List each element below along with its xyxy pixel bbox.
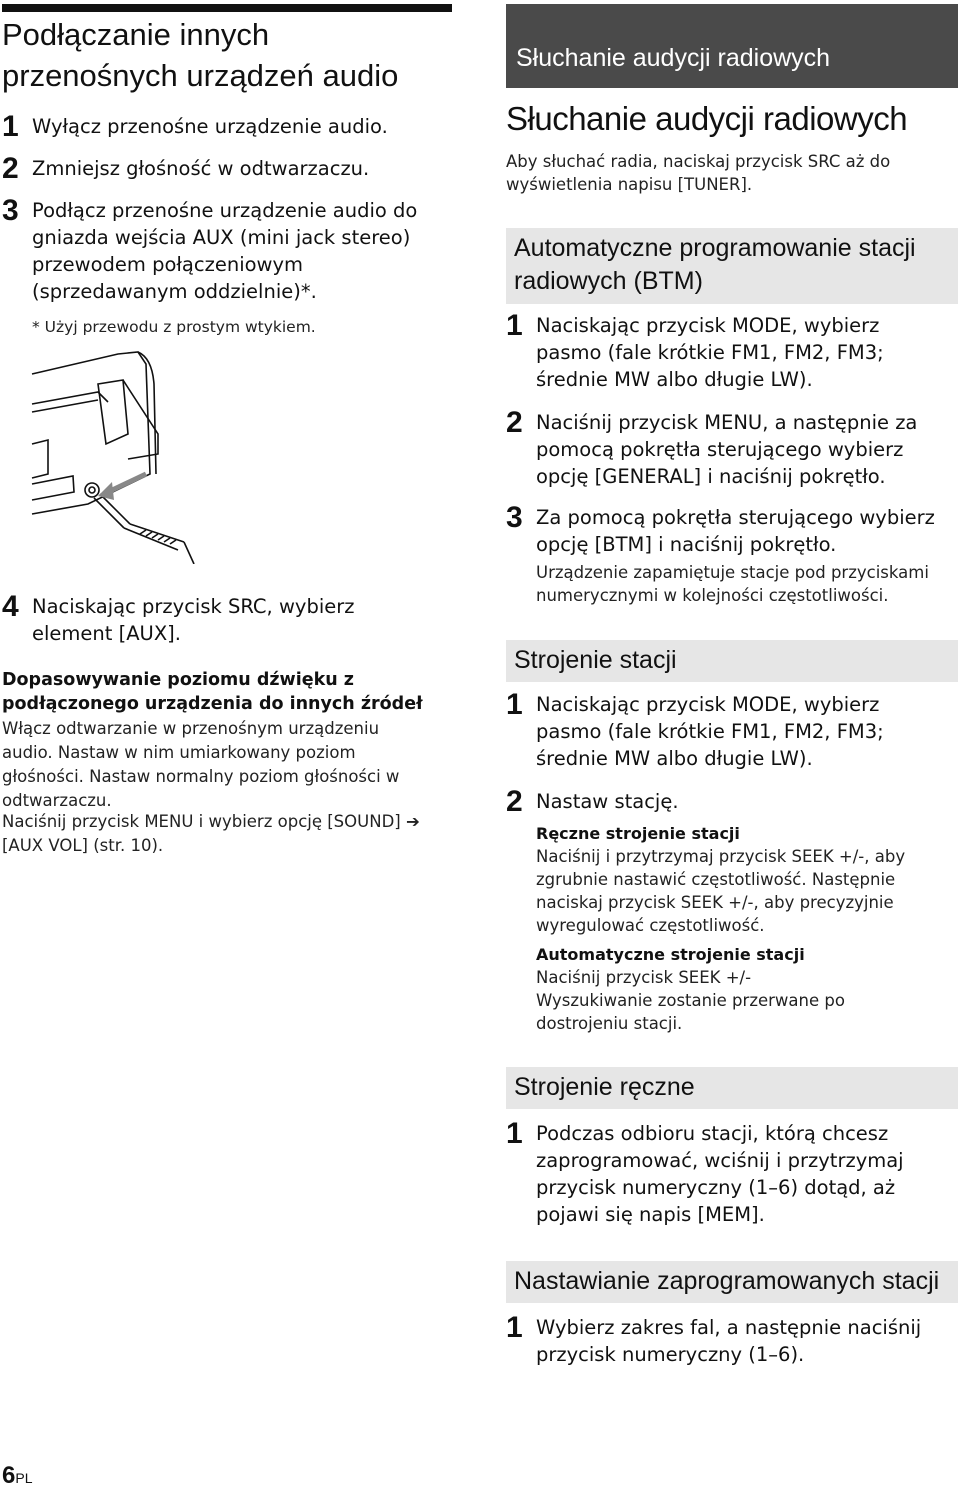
section-title: Słuchanie audycji radiowych	[506, 100, 908, 137]
step-number: 1	[2, 110, 19, 143]
step-text: Podczas odbioru stacji, którą chcesz zaprogramować, wciśnij i przytrzymaj przycisk numeryczny (1–6) dotąd, aż pojawi się napis [MEM].	[536, 1122, 904, 1226]
manual-tuning-subheading: Ręczne strojenie stacji	[536, 824, 740, 843]
step-text: Naciskając przycisk SRC, wybierz element [AUX].	[32, 595, 355, 645]
btm-step-2	[506, 406, 946, 490]
top-rule	[2, 4, 452, 12]
adjust-paragraph-1: Włącz odtwarzanie w przenośnym urządzeniu audio. Nastaw w nim umiarkowany poziom głośności. Nastaw normalny poziom głośności w odtwarzaczu.	[2, 719, 400, 810]
step-text: Zmniejsz głośność w odtwarzaczu.	[32, 157, 370, 180]
section-banner: Słuchanie audycji radiowych	[506, 4, 958, 88]
step-text: Podłącz przenośne urządzenie audio do gniazda wejścia AUX (mini jack stereo) przewodem połączeniowym (sprzedawanym oddzielnie)*.	[32, 199, 418, 303]
page-title	[2, 14, 452, 96]
btm-note: Urządzenie zapamiętuje stacje pod przyciskami numerycznymi w kolejności częstotliwości.	[536, 563, 929, 605]
step-text: Naciskając przycisk MODE, wybierz pasmo (fale krótkie FM1, FM2, FM3; średnie MW albo długie LW).	[536, 314, 884, 391]
footnote: * Użyj przewodu z prostym wtykiem.	[32, 318, 316, 336]
left-step-4	[2, 590, 432, 647]
btm-step-1	[506, 309, 946, 393]
step-number: 3	[2, 194, 19, 227]
step-number: 3	[506, 501, 523, 534]
page-number-value: 6	[2, 1462, 16, 1487]
manual-heading: Strojenie ręczne	[506, 1067, 958, 1109]
adjust-heading: Dopasowywanie poziomu dźwięku z podłączonego urządzenia do innych źródeł	[2, 670, 423, 714]
preset-step-1	[506, 1311, 946, 1368]
step-text: Wyłącz przenośne urządzenie audio.	[32, 115, 388, 138]
step-number: 2	[506, 406, 523, 439]
page-number	[2, 1462, 32, 1487]
step-text: Naciskając przycisk MODE, wybierz pasmo (fale krótkie FM1, FM2, FM3; średnie MW albo długie LW).	[536, 693, 884, 770]
step-number: 2	[2, 152, 19, 185]
step-text: Nastaw stację.	[536, 790, 679, 813]
manual-step-1	[506, 1117, 946, 1228]
step-number: 1	[506, 1311, 523, 1344]
tuning-step-2	[506, 785, 946, 818]
step-text: Naciśnij przycisk MENU, a następnie za pomocą pokrętła sterującego wybierz opcję [GENERAL] i naciśnij pokrętło.	[536, 411, 918, 488]
title-line-1: Podłączanie innych	[2, 17, 270, 52]
tuning-step-1	[506, 688, 946, 772]
btm-step-3	[506, 501, 956, 558]
auto-tuning-subheading: Automatyczne strojenie stacji	[536, 945, 805, 964]
left-step-1	[2, 110, 452, 143]
left-step-2	[2, 152, 452, 185]
title-line-2: przenośnych urządzeń audio	[2, 58, 399, 93]
step-number: 2	[506, 785, 523, 818]
step-number: 1	[506, 688, 523, 721]
manual-tuning-text: Naciśnij i przytrzymaj przycisk SEEK +/-, aby zgrubnie nastawić częstotliwość. Następnie naciskaj przycisk SEEK +/-, aby precyzyjnie wyregulować częstotliwość.	[536, 847, 906, 935]
btm-heading: Automatyczne programowanie stacji radiowych (BTM)	[506, 228, 958, 304]
left-step-3	[2, 194, 432, 305]
step-text: Za pomocą pokrętła sterującego wybierz opcję [BTM] i naciśnij pokrętło.	[536, 506, 935, 556]
preset-heading: Nastawianie zaprogramowanych stacji	[506, 1261, 958, 1303]
step-number: 1	[506, 1117, 523, 1150]
auto-tuning-text-2: Wyszukiwanie zostanie przerwane po dostrojeniu stacji.	[536, 991, 845, 1033]
intro-text: Aby słuchać radia, naciskaj przycisk SRC aż do wyświetlenia napisu [TUNER].	[506, 152, 891, 194]
tuning-heading: Strojenie stacji	[506, 640, 958, 682]
language-code: PL	[15, 1470, 33, 1486]
step-text: Wybierz zakres fal, a następnie naciśnij przycisk numeryczny (1–6).	[536, 1316, 922, 1366]
adjust-paragraph-2: Naciśnij przycisk MENU i wybierz opcję [SOUND] ➔ [AUX VOL] (str. 10).	[2, 812, 420, 855]
auto-tuning-text-1: Naciśnij przycisk SEEK +/-	[536, 968, 752, 987]
step-number: 1	[506, 309, 523, 342]
step-number: 4	[2, 590, 19, 623]
aux-connection-illustration	[28, 344, 198, 564]
